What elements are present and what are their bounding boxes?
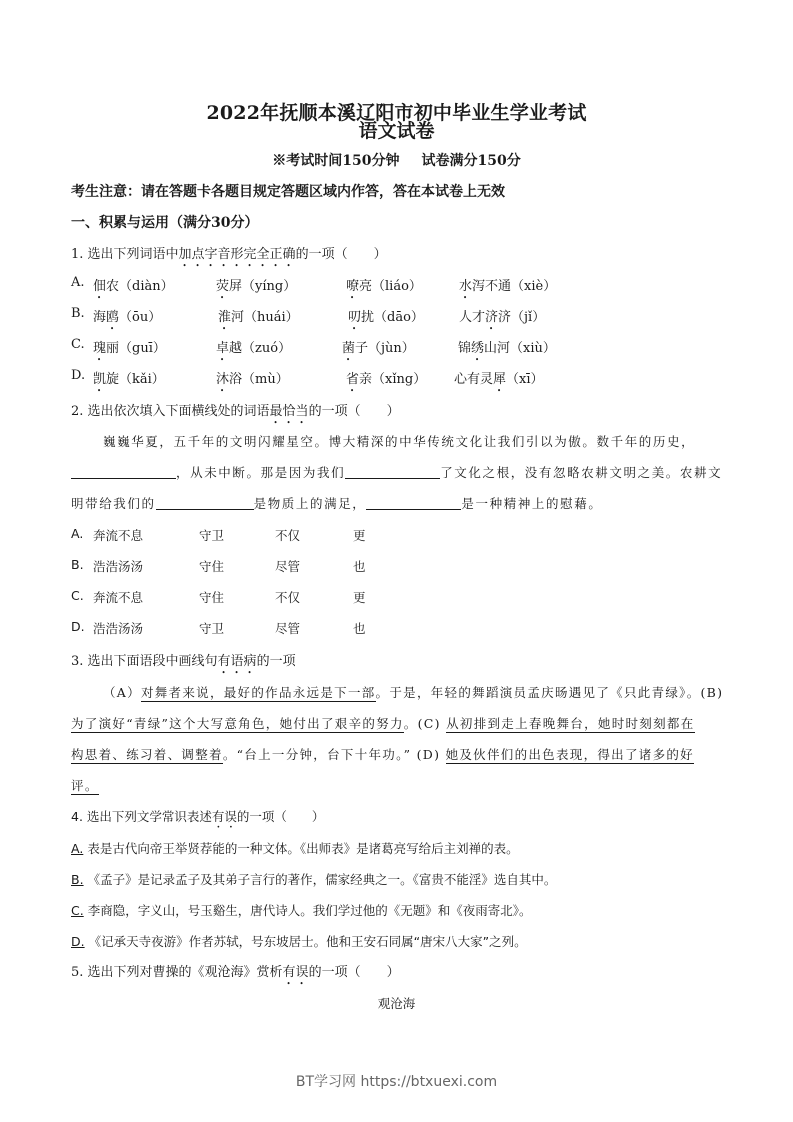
dotted-char: 绣 [471, 341, 485, 356]
q2-option-a [71, 526, 366, 543]
option-text: 表是古代向帝王举贤荐能的一种文体。《出师表》是诸葛亮写给后主刘禅的表。 [87, 841, 519, 856]
option-col: 守卫 [199, 621, 225, 636]
item-text: 旋（kǎi） [106, 372, 165, 387]
dotted-char: 省 [346, 372, 360, 387]
dotted-char: 淮 [218, 310, 232, 325]
option-col: 尽管 [275, 621, 301, 636]
q3-prompt [71, 650, 296, 677]
passage-text: 了文化之根，没有忽略农耕文明之美。农耕文 [440, 465, 723, 480]
q4-option-c [71, 901, 531, 919]
dotted-char: 佃 [93, 279, 107, 294]
item-text: 扰（dāo） [361, 310, 424, 325]
q5-prompt-post: 的一项（ ） [308, 965, 400, 980]
option-col: 浩浩汤汤 [93, 559, 144, 574]
q4-prompt [71, 807, 324, 831]
item-text: 越（zuó） [229, 341, 292, 356]
q4-prompt-post: 的一项（ ） [236, 809, 325, 824]
q4-prompt-pre: 4. 选出下列文学常识表述 [71, 809, 212, 824]
option-col: 奔流不息 [93, 528, 144, 543]
q4-option-a [71, 839, 519, 857]
option-col: 浩浩汤汤 [93, 621, 144, 636]
q2-option-b [71, 557, 366, 574]
q2-prompt [71, 400, 400, 427]
q3-passage-line4 [71, 776, 99, 794]
passage-text: 是物质上的满足， [253, 496, 367, 511]
option-label: C. [71, 337, 85, 352]
section-title: 一、积累与运用（满分30分） [71, 215, 259, 231]
q1-option-d [71, 368, 544, 387]
option-col: 也 [353, 559, 366, 574]
option-label: A. [71, 526, 84, 541]
poem-title: 观沧海 [377, 996, 416, 1011]
option-text: 李商隐，字义山，号玉谿生，唐代诗人。我们学过他的《无题》和《夜雨寄北》。 [87, 903, 532, 918]
item-text: 子（jùn） [355, 341, 415, 356]
q2-passage-line2 [71, 463, 722, 481]
option-label: C. [71, 588, 84, 603]
exam-title: 2022年抚顺本溪辽阳市初中毕业生学业考试 [206, 102, 587, 124]
q4-prompt-dotted: 有误 [211, 809, 237, 824]
option-col: 尽管 [275, 559, 301, 574]
option-label: B. [71, 872, 84, 887]
fill-blank-2[interactable] [345, 464, 440, 479]
item-text: （ōu） [119, 310, 162, 325]
option-col: 守住 [199, 590, 225, 605]
option-label: D. [71, 619, 85, 634]
fill-blank-3[interactable] [156, 495, 254, 510]
q5-prompt-pre: 5. 选出下列对曹操的《观沧海》赏析 [71, 965, 283, 980]
dotted-char: 瑰 [93, 341, 107, 356]
q2-prompt-pre: 2. 选出依次填入下面横线处的词语 [71, 404, 270, 419]
exam-meta [0, 150, 793, 170]
dotted-char: 叨 [348, 310, 362, 325]
dotted-char: 鸥 [106, 310, 120, 325]
underlined-sentence-d: 她及伙伴们的出色表现，得出了诸多的好 [445, 747, 694, 762]
q3-prompt-post: 的一项 [256, 654, 296, 669]
fill-blank-4[interactable] [366, 495, 461, 510]
passage-text: 是一种精神上的慰藉。 [461, 496, 603, 511]
passage-text: 。(C) [403, 716, 447, 731]
exam-notice: 考生注意：请在答题卡各题目规定答题区域内作答，答在本试卷上无效 [71, 184, 505, 200]
underlined-sentence-c-cont: 构思着、练习着、调整着 [71, 747, 223, 762]
option-col: 更 [353, 590, 366, 605]
option-label: D. [71, 934, 85, 949]
option-text: 《记承天寺夜游》作者苏轼，号东坡居士。他和王安石同属“唐宋八大家”之列。 [88, 934, 527, 949]
q2-passage-line1: 巍巍华夏，五千年的文明闪耀星空。博大精深的中华传统文化让我们引以为傲。数千年的历史， [103, 434, 696, 449]
passage-text: ，从未中断。那是因为我们 [176, 465, 346, 480]
option-col: 不仅 [275, 528, 301, 543]
full-score: 试卷满分150分 [421, 153, 521, 169]
option-label: B. [71, 557, 84, 572]
q4-option-b [71, 870, 556, 888]
q3-prompt-dotted: 有语病 [217, 654, 257, 669]
dotted-char: 嘹 [346, 279, 360, 294]
underlined-sentence-d-cont: 评 [71, 778, 85, 793]
passage-text: 。“台上一分钟，台下十年功。” (D) [222, 747, 446, 762]
q3-passage-line3 [71, 745, 694, 763]
item-text: 人才 [459, 310, 486, 325]
fill-blank-1[interactable] [71, 464, 176, 479]
option-text: 《孟子》是记录孟子及其弟子言行的著作，儒家经典之一。《富贵不能淫》选自其中。 [87, 872, 557, 887]
q1-option-b [71, 306, 546, 325]
item-text: 山河（xiù） [484, 341, 556, 356]
underlined-sentence-c: 从初排到走上春晚舞台，她时时刻刻都在 [446, 716, 695, 731]
underlined-sentence-a: 对舞者来说，最好的作品永远是下一部 [140, 685, 376, 700]
dotted-char: 沐 [216, 372, 230, 387]
dotted-char: 济 [485, 310, 499, 325]
q4-option-d [71, 932, 527, 950]
q1-prompt-post: 的一项（ ） [295, 247, 387, 262]
item-text: （xī） [506, 372, 544, 387]
option-label: A. [71, 841, 84, 856]
option-col: 奔流不息 [93, 590, 144, 605]
q1-prompt-pre: 1. 选出下列词语中 [71, 247, 179, 262]
item-text: 锦 [458, 341, 472, 356]
item-text: 河（huái） [231, 310, 299, 325]
exam-subtitle: 语文试卷 [358, 120, 435, 142]
item-text: 泻不通（xiè） [472, 279, 557, 294]
q2-option-d [71, 619, 366, 636]
dotted-char: 菌 [342, 341, 356, 356]
passage-text: 。于是，年轻的舞蹈演员孟庆旸遇见了《只此青绿》。(B) [375, 685, 724, 700]
q1-prompt-dotted: 加点字音形完全正确 [178, 247, 296, 262]
q3-passage-line2 [71, 714, 695, 732]
q1-option-c [71, 337, 556, 356]
passage-text: （A） [103, 685, 141, 700]
passage-text: 明带给我们的 [71, 496, 156, 511]
q3-prompt-pre: 3. 选出下面语段中画线句 [71, 654, 218, 669]
item-text: 亲（xǐng） [359, 372, 427, 387]
q3-passage-line1 [103, 683, 723, 701]
q2-passage-line3 [71, 494, 602, 512]
option-col: 不仅 [275, 590, 301, 605]
option-col: 也 [353, 621, 366, 636]
q2-option-c [71, 588, 366, 605]
item-text: 济（jǐ） [498, 310, 546, 325]
option-label: C. [71, 903, 84, 918]
underlined-sentence-b: 为了演好“青绿”这个大写意角色，她付出了艰辛的努力 [71, 716, 404, 731]
q1-prompt [71, 243, 387, 270]
option-label: A. [71, 275, 85, 290]
watermark-footer: BT学习网 https://btxuexi.com [295, 1074, 498, 1090]
item-text: 屏（yíng） [229, 279, 297, 294]
item-text: 浴（mù） [229, 372, 289, 387]
option-label: D. [71, 368, 86, 383]
exam-time: ※考试时间150分钟 [272, 153, 400, 169]
dotted-char: 凯 [93, 372, 107, 387]
option-label: B. [71, 306, 85, 321]
dotted-char: 水 [459, 279, 473, 294]
q1-option-a [71, 275, 557, 294]
q5-prompt-dotted: 有误 [282, 965, 309, 980]
passage-text: 。 [84, 778, 99, 793]
option-col: 守住 [199, 559, 225, 574]
q2-prompt-post: 的一项（ ） [308, 404, 400, 419]
option-col: 守卫 [199, 528, 225, 543]
q5-prompt [71, 961, 400, 988]
item-text: 海 [93, 310, 107, 325]
dotted-char: 卓 [216, 341, 230, 356]
dotted-char: 犀 [493, 372, 507, 387]
option-col: 更 [353, 528, 366, 543]
item-text: 心有灵 [454, 372, 494, 387]
item-text: 丽（guī） [106, 341, 166, 356]
q2-prompt-dotted: 最恰当 [269, 404, 309, 419]
item-text: 农（diàn） [106, 279, 174, 294]
dotted-char: 荧 [216, 279, 230, 294]
item-text: 亮（liáo） [359, 279, 422, 294]
